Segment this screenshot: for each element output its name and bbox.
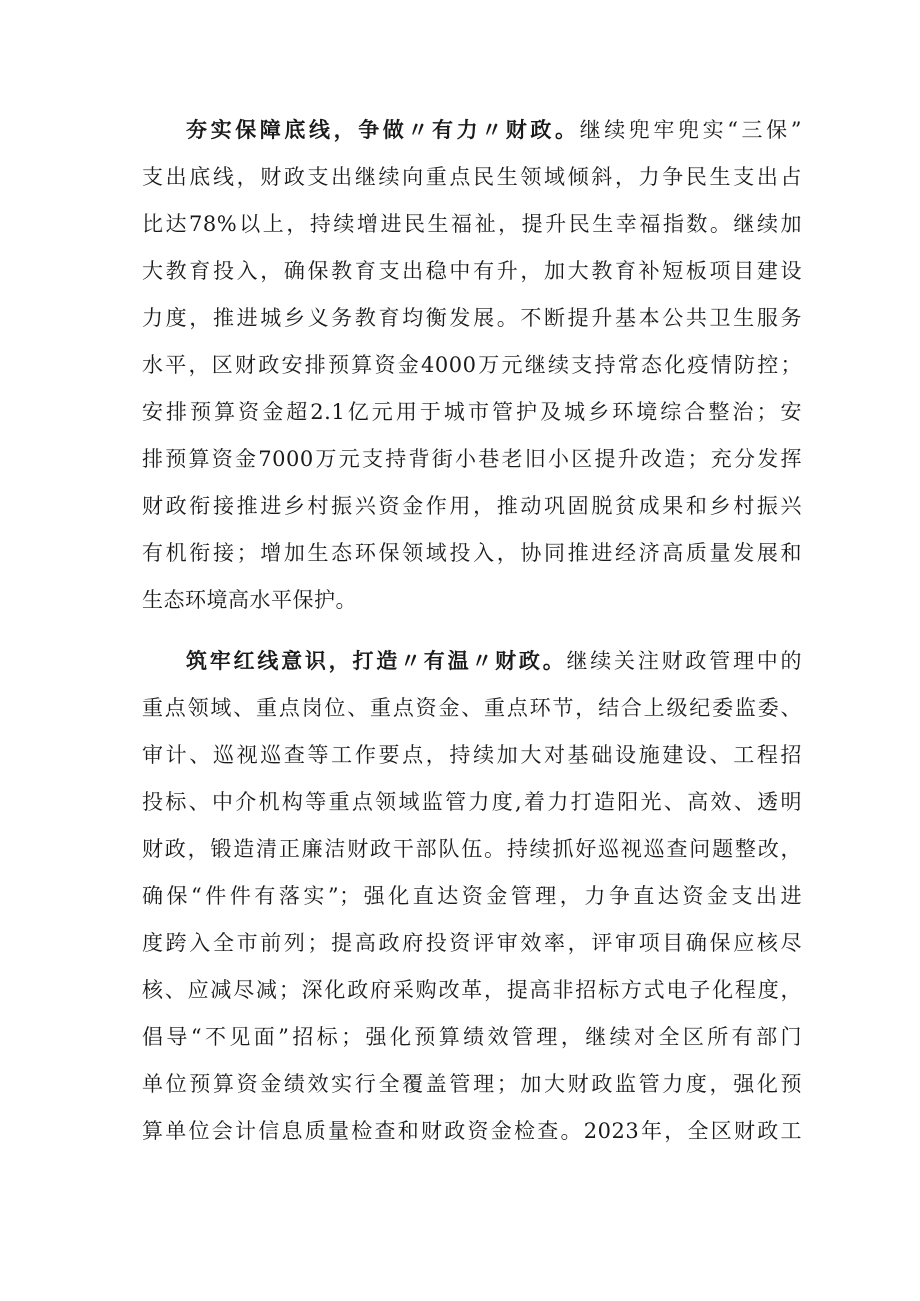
paragraph-1-line-9: 财政衔接推进乡村振兴资金作用，推动巩固脱贫成果和乡村振兴 [142,494,802,518]
paragraph-2-line-11: 算单位会计信息质量检查和财政资金检查。2023年，全区财政工 [142,1119,802,1143]
paragraph-1-line-2: 支出底线，财政支出继续向重点民生领域倾斜，力争民生支出占 [142,165,802,189]
paragraph-1-line-6: 水平，区财政安排预算资金4000万元继续支持常态化疫情防控； [142,353,802,377]
paragraph-1-line-7: 安排预算资金超2.1亿元用于城市管护及城乡环境综合整治；安 [142,400,802,424]
paragraph-2-line-9: 倡导“不见面”招标；强化预算绩效管理，继续对全区所有部门 [142,1025,802,1049]
paragraph-1-line-11: 生态环境高水平保护。 [142,588,357,612]
paragraph-2-text: 继续关注财政管理中的 [566,649,803,673]
paragraph-2-line-2: 重点领域、重点岗位、重点资金、重点环节，结合上级纪委监委、 [142,696,802,720]
paragraph-2-line-6: 确保“件件有落实”；强化直达资金管理，力争直达资金支出进 [142,884,802,908]
paragraph-2-line-4: 投标、中介机构等重点领域监管力度,着力打造阳光、高效、透明 [142,790,802,814]
paragraph-2-line-5: 财政，锻造清正廉洁财政干部队伍。持续抓好巡视巡查问题整改， [142,837,802,861]
paragraph-1-line-10: 有机衔接；增加生态环保领域投入，协同推进经济高质量发展和 [142,541,802,565]
paragraph-1-line-3: 比达78%以上，持续增进民生福祉，提升民生幸福指数。继续加 [142,212,802,236]
paragraph-1-line-1 [186,108,802,152]
paragraph-1-line-5: 力度，推进城乡义务教育均衡发展。不断提升基本公共卫生服务 [142,306,802,330]
paragraph-1-line-4: 大教育投入，确保教育支出稳中有升，加大教育补短板项目建设 [142,259,802,283]
paragraph-1-heading: 夯实保障底线，争做〃有力〃财政。 [186,117,580,142]
paragraph-2-heading: 筑牢红线意识，打造〃有温〃财政。 [186,648,567,673]
paragraph-1-line-8: 排预算资金7000万元支持背街小巷老旧小区提升改造；充分发挥 [142,447,802,471]
paragraph-2-line-3: 审计、巡视巡查等工作要点，持续加大对基础设施建设、工程招 [142,743,802,767]
paragraph-2-line-1 [186,639,802,683]
paragraph-2-line-10: 单位预算资金绩效实行全覆盖管理；加大财政监管力度，强化预 [142,1072,802,1096]
paragraph-2-line-7: 度跨入全市前列；提高政府投资评审效率，评审项目确保应核尽 [142,931,802,955]
paragraph-2-line-8: 核、应减尽减；深化政府采购改革，提高非招标方式电子化程度， [142,978,802,1002]
paragraph-1-text: 继续兜牢兜实“三保” [579,118,802,142]
